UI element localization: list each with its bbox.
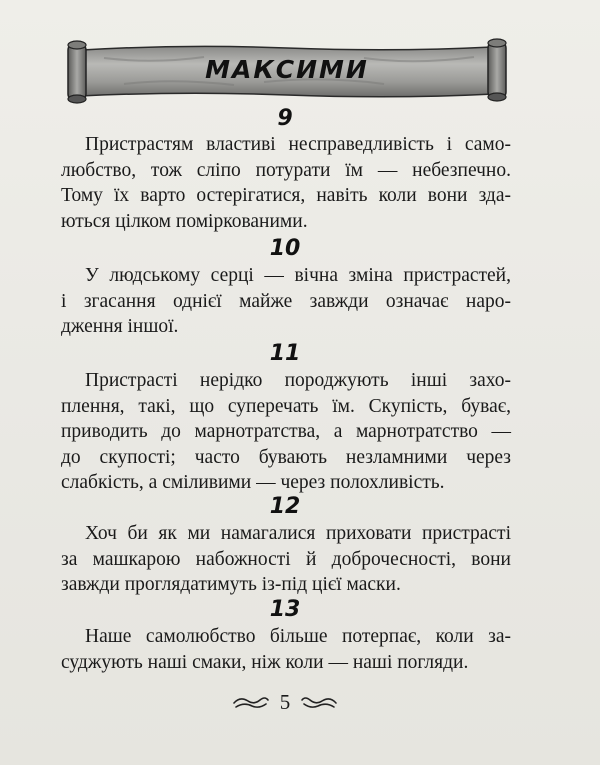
maxim-number: 10: [269, 236, 301, 261]
text-line: суджують наші смаки, ніж коли — наші погляди.: [61, 651, 469, 673]
text-line: плення, такі, що суперечать їм. Скупість, буває,: [61, 395, 511, 417]
text-line: Хоч би як ми намагалися приховати пристрасті: [85, 523, 511, 544]
maxim-text: [61, 263, 511, 340]
flourish-right-icon: [300, 694, 338, 712]
maxim-number: 12: [269, 494, 301, 519]
maxim-number: 13: [269, 597, 301, 622]
text-line: Пристрасті нерідко породжують інші захо-: [85, 370, 511, 391]
text-line: до скупості; часто бувають незламними через: [61, 446, 511, 468]
maxim-number: 9: [277, 106, 293, 131]
section-title: МАКСИМИ: [205, 55, 369, 84]
text-line: завжди проглядатимуть із-під цієї маски.: [61, 574, 401, 595]
text-line: і згасання однієї майже завжди означає наро-: [61, 290, 511, 312]
scroll-banner: [64, 38, 510, 104]
text-line: слабкість, а сміливими — через полохливість.: [61, 472, 445, 493]
page-number: 5: [279, 690, 291, 714]
text-line: Наше самолюбство більше потерпає, коли за-: [85, 626, 511, 647]
page-footer: [0, 690, 600, 720]
maxim-text: [61, 624, 511, 675]
text-line: за машкарою набожності й доброчесності, вони: [61, 548, 511, 570]
maxim-text: [61, 132, 511, 234]
text-line: Тому їх варто остерігатися, навіть коли вони зда-: [61, 185, 511, 206]
maxim-number: 11: [269, 341, 301, 366]
text-line: любство, тож сліпо потурати їм — небезпечно.: [61, 159, 511, 181]
flourish-left-icon: [232, 694, 270, 712]
maxim-text: [61, 368, 511, 496]
text-line: приводить до марнотратства, а марнотратство —: [61, 421, 511, 442]
text-line: Пристрастям властиві несправедливість і само-: [85, 134, 511, 155]
text-line: ються цілком поміркованими.: [61, 210, 308, 232]
text-line: У людському серці — вічна зміна пристрастей,: [85, 265, 511, 286]
maxim-text: [61, 521, 511, 598]
text-line: дження іншої.: [61, 316, 179, 337]
